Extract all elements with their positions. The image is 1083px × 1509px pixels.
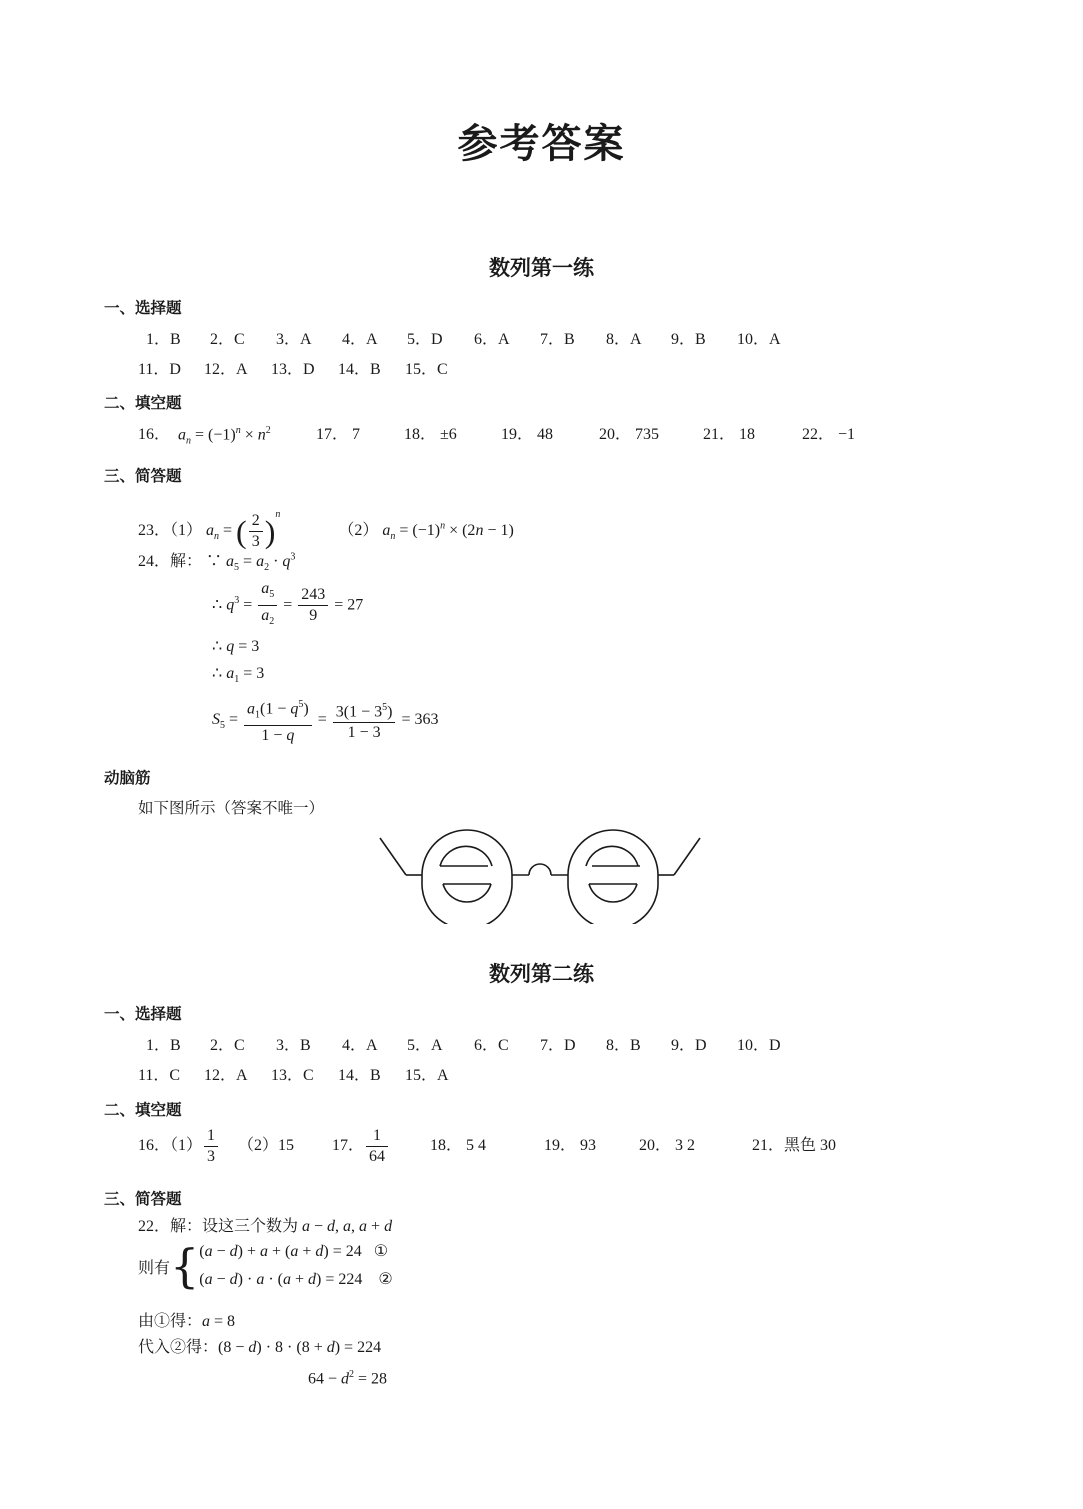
formula-24-3: ∴ q = 3 xyxy=(212,638,260,655)
answer-item: 18． ±6 xyxy=(404,426,457,443)
answer-item: 13．C xyxy=(271,1067,314,1084)
q22-step1: 由①得：a = 8 xyxy=(138,1313,236,1330)
answer-item: 8．B xyxy=(606,1037,641,1054)
answer-item: 9．B xyxy=(671,331,706,348)
figure-arc xyxy=(568,830,658,875)
choice-row-2b xyxy=(138,1062,449,1085)
answer-item: 6．C xyxy=(474,1037,509,1054)
figure-arc xyxy=(529,864,551,875)
fill-row-2 xyxy=(138,1122,836,1170)
q22-step2: 代入②得：(8 − d) · 8 · (8 + d) = 224 xyxy=(138,1339,382,1356)
formula-22-vars: a − d, a, a + d xyxy=(302,1218,393,1235)
answer-item: 1．B xyxy=(146,1037,181,1054)
answer-item: 4．A xyxy=(342,331,378,348)
q22-sub2-label: 代入②得： xyxy=(138,1339,219,1356)
fraction-one-third: $\frac{1}{3}$ xyxy=(204,1126,218,1167)
fill-16-label-2: 16．（1） xyxy=(138,1137,203,1154)
answer-item: 21． 18 xyxy=(703,426,756,443)
formula-24-4: ∴ $a_1 = 3$ xyxy=(212,665,265,686)
figure-arc xyxy=(589,884,637,902)
fill-17-label: 17． xyxy=(332,1137,365,1154)
figure-line xyxy=(674,838,700,875)
answer-item: 6．A xyxy=(474,331,510,348)
glasses-figure xyxy=(378,826,704,924)
answer-item: 7．D xyxy=(540,1037,576,1054)
equation-1: (a − d) + a + (a + d) = 24 ① xyxy=(199,1243,389,1260)
answer-item: 5．A xyxy=(407,1037,443,1054)
figure-arc xyxy=(568,884,658,924)
answer-item: 20． 735 xyxy=(599,426,660,443)
formula-23-2: $a_n = (-1)^n \times (2n - 1)$ xyxy=(382,520,514,543)
answer-item: 13．D xyxy=(271,361,315,378)
heading-brain: 动脑筋 xyxy=(104,769,151,787)
page-title: 参考答案 xyxy=(457,120,626,167)
answer-item: 15．C xyxy=(405,361,448,378)
formula-24-1: ∵ $a_5 = a_2 \cdot q^3$ xyxy=(206,551,296,574)
answer-item: 12．A xyxy=(204,1067,248,1084)
answer-item: 11．D xyxy=(138,361,181,378)
q22-row xyxy=(138,1213,392,1236)
section-title-1: 数列第一练 xyxy=(489,256,594,280)
figure-line xyxy=(380,838,406,875)
choice-row-1a xyxy=(146,326,781,349)
q24-row xyxy=(138,548,295,573)
answer-item: 9．D xyxy=(671,1037,707,1054)
q23-part2-label: （2） xyxy=(338,522,379,539)
answer-item: 5．D xyxy=(407,331,443,348)
circle-one: ① xyxy=(373,1243,389,1260)
answer-item: 3．A xyxy=(276,331,312,348)
answer-item: 20． 3 2 xyxy=(639,1137,696,1154)
q22-from1-label: 由①得： xyxy=(138,1313,203,1330)
equation-2: (a − d) · a · (a + d) = 224 ② xyxy=(199,1271,393,1288)
q22-step3: $64 - d^2 = 28$ xyxy=(308,1369,388,1388)
answer-item: 21．黑色 30 xyxy=(752,1137,837,1154)
brain-text: 如下图所示（答案不唯一） xyxy=(138,799,325,817)
circle-two: ② xyxy=(378,1271,393,1288)
answer-item: 7．B xyxy=(540,331,575,348)
figure-arc xyxy=(443,884,491,902)
answer-item: 10．D xyxy=(737,1037,781,1054)
heading-choice-2: 一、选择题 xyxy=(104,1005,182,1023)
answer-item: 14．B xyxy=(338,361,381,378)
formula-23-1: $a_n$ = ( $\frac{2}{3}$ )$^n$ xyxy=(206,509,281,550)
answer-item: 3．B xyxy=(276,1037,311,1054)
q23-row xyxy=(138,490,514,550)
q22-system xyxy=(138,1238,393,1296)
q22-then: 则有 xyxy=(138,1259,171,1277)
answer-item: 12．A xyxy=(204,361,248,378)
answer-item: 4．A xyxy=(342,1037,378,1054)
fraction-one-sixtyfour: $\frac{1}{64}$ xyxy=(366,1126,388,1167)
section-title-2: 数列第二练 xyxy=(489,962,594,986)
fill-16-part2: （2）15 xyxy=(238,1137,295,1154)
answer-item: 14．B xyxy=(338,1067,381,1084)
answer-item: 17． 7 xyxy=(316,426,361,443)
heading-choice-1: 一、选择题 xyxy=(104,299,182,317)
heading-fill-2: 二、填空题 xyxy=(104,1101,182,1119)
figure-arc xyxy=(422,830,512,875)
answer-item: 11．C xyxy=(138,1067,181,1084)
figure-arc xyxy=(586,846,638,866)
q23-label: 23．（1） xyxy=(138,522,203,539)
answer-item: 19． 48 xyxy=(501,426,554,443)
fill-row-1 xyxy=(138,421,855,446)
choice-row-1b xyxy=(138,356,448,379)
fill-16-label: 16． xyxy=(138,426,171,443)
answer-item: 2．C xyxy=(210,331,245,348)
answer-item: 22． −1 xyxy=(802,426,856,443)
figure-arc xyxy=(422,884,512,924)
formula-16: $a_n = (-1)^n \times n^2$ xyxy=(178,424,271,447)
answer-item: 10．A xyxy=(737,331,781,348)
formula-24-5: $S_5$ = $\frac{a_1(1 - q^5)}{1 - q}$ = $\frac{3(1 - 3^5)}{1 - 3}$ = 363 xyxy=(212,694,438,746)
heading-short-1: 三、简答题 xyxy=(104,467,182,485)
heading-short-2: 三、简答题 xyxy=(104,1190,182,1208)
formula-24-2: ∴ $q^3$ = $\frac{a_5}{a_2}$ = $\frac{243}{9}$ = 27 xyxy=(212,579,364,628)
answer-item: 1．B xyxy=(146,331,181,348)
answer-item: 2．C xyxy=(210,1037,245,1054)
q22-label: 22．解：设这三个数为 xyxy=(138,1218,299,1235)
answer-item: 15．A xyxy=(405,1067,449,1084)
figure-arc xyxy=(440,846,492,866)
q24-label: 24．解： xyxy=(138,553,203,570)
choice-row-2a xyxy=(146,1032,781,1055)
answer-item: 8．A xyxy=(606,331,642,348)
answer-item: 19． 93 xyxy=(544,1137,597,1154)
heading-fill-1: 二、填空题 xyxy=(104,394,182,412)
answer-item: 18． 5 4 xyxy=(430,1137,487,1154)
brace-icon: { xyxy=(170,1239,200,1293)
